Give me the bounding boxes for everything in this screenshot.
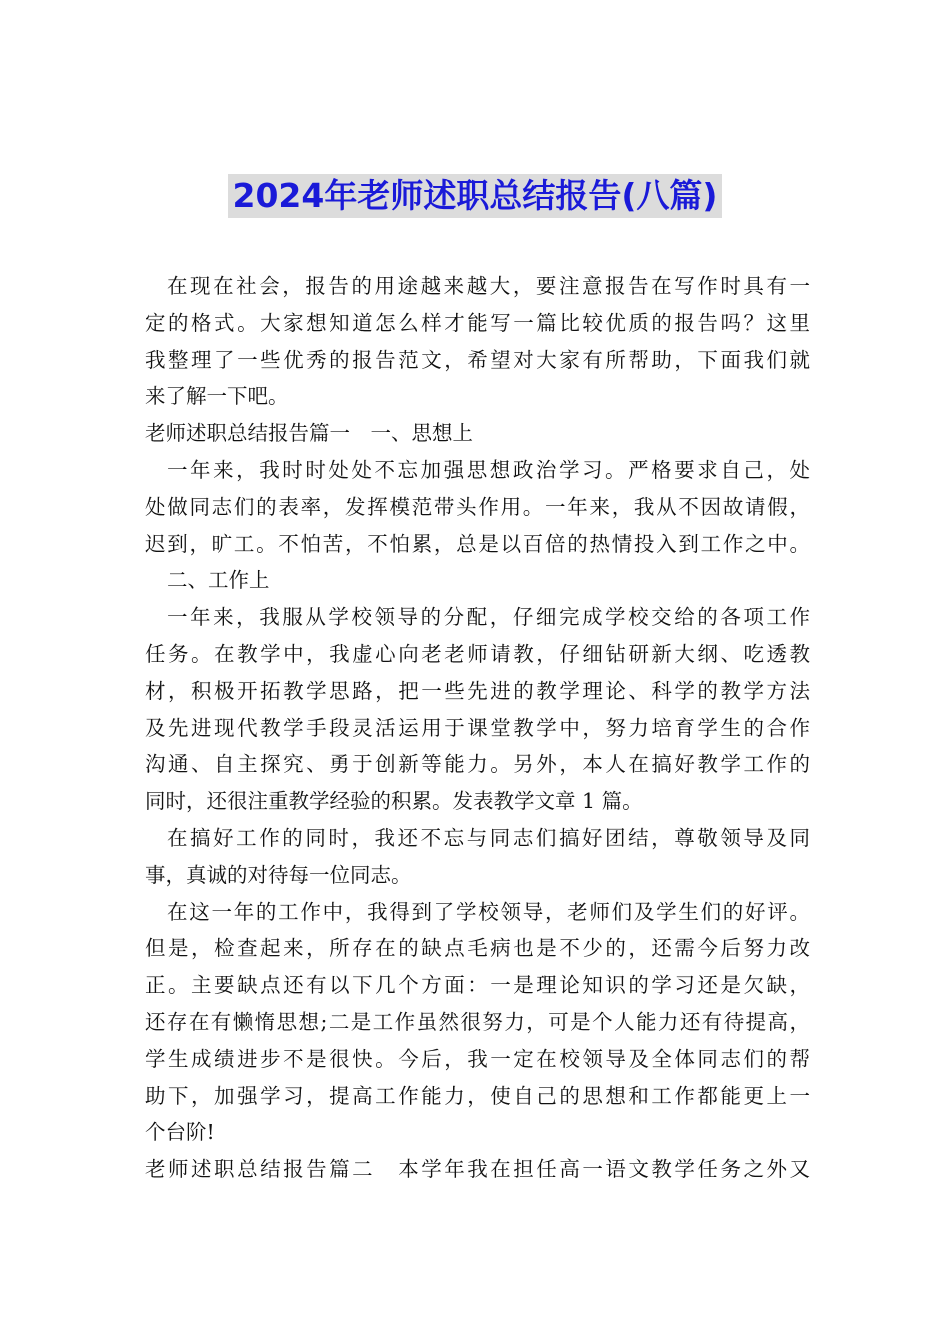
body-line: 任务。在教学中，我虚心向老老师请教，仔细钻研新大纲、吃透教 [145, 641, 810, 666]
body-line: 老师述职总结报告篇二 本学年我在担任高一语文教学任务之外又 [145, 1157, 810, 1182]
body-line: 正。主要缺点还有以下几个方面：一是理论知识的学习还是欠缺， [145, 973, 810, 998]
body-line: 二、工作上 [167, 568, 270, 593]
document-title: 2024年老师述职总结报告(八篇) [228, 174, 721, 218]
body-line: 来了解一下吧。 [145, 384, 289, 409]
body-line: 材，积极开拓教学思路，把一些先进的教学理论、科学的教学方法 [145, 678, 810, 703]
document-body [145, 268, 810, 1188]
body-line: 定的格式。大家想知道怎么样才能写一篇比较优质的报告吗？这里 [145, 310, 810, 335]
body-line: 个台阶! [145, 1120, 215, 1145]
body-line: 迟到，旷工。不怕苦，不怕累，总是以百倍的热情投入到工作之中。 [145, 531, 810, 556]
body-line: 学生成绩进步不是很快。今后，我一定在校领导及全体同志们的帮 [145, 1046, 810, 1071]
body-line: 一年来，我时时处处不忘加强思想政治学习。严格要求自己，处 [167, 457, 810, 482]
body-line: 在搞好工作的同时，我还不忘与同志们搞好团结，尊敬领导及同 [167, 825, 810, 850]
title-container [0, 174, 950, 218]
body-line: 在这一年的工作中，我得到了学校领导，老师们及学生们的好评。 [167, 899, 810, 924]
body-line: 还存在有懒惰思想;二是工作虽然很努力，可是个人能力还有待提高， [145, 1009, 810, 1034]
body-line: 沟通、自主探究、勇于创新等能力。另外，本人在搞好教学工作的 [145, 752, 810, 777]
body-line: 处做同志们的表率，发挥模范带头作用。一年来，我从不因故请假， [145, 494, 810, 519]
body-line: 我整理了一些优秀的报告范文，希望对大家有所帮助，下面我们就 [145, 347, 810, 372]
body-line: 在现在社会，报告的用途越来越大，要注意报告在写作时具有一 [167, 274, 810, 298]
body-line: 及先进现代教学手段灵活运用于课堂教学中，努力培育学生的合作 [145, 715, 810, 740]
body-line: 同时，还很注重教学经验的积累。发表教学文章 1 篇。 [145, 789, 643, 814]
body-line: 事，真诚的对待每一位同志。 [145, 862, 412, 887]
body-line: 老师述职总结报告篇一 一、思想上 [145, 421, 473, 446]
body-line: 一年来，我服从学校领导的分配，仔细完成学校交给的各项工作 [167, 605, 810, 630]
body-line: 但是，检查起来，所存在的缺点毛病也是不少的，还需今后努力改 [145, 936, 810, 961]
body-line: 助下，加强学习，提高工作能力，使自己的思想和工作都能更上一 [145, 1083, 810, 1108]
